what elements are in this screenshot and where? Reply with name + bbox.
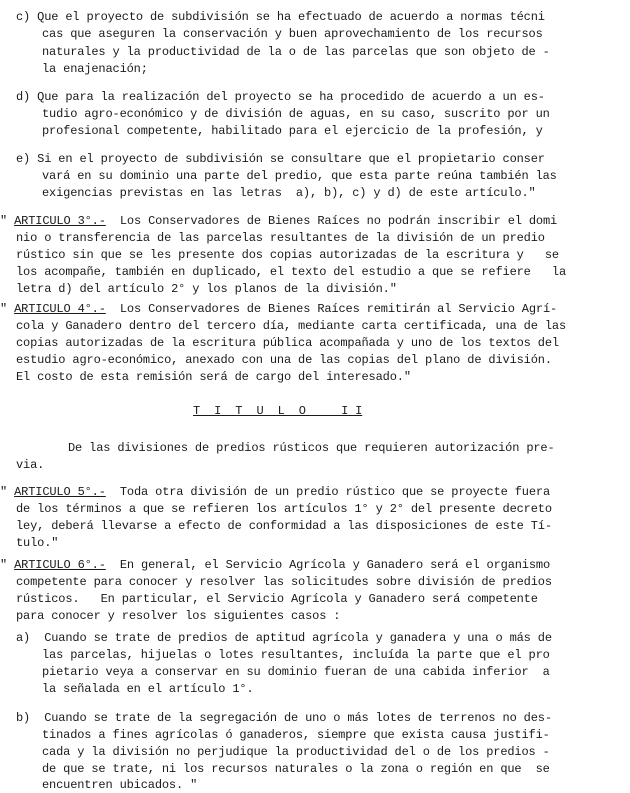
- line-text: Toda otra división de un predio rústico que se proyecte fuera: [105, 485, 551, 499]
- line-text: Los Conservadores de Bienes Raíces no podrán inscribir el domi: [105, 214, 558, 228]
- text-line-sub2: [16, 458, 44, 473]
- underlined-heading: ARTICULO 6°.-: [14, 558, 106, 572]
- text-line-c1: [16, 10, 545, 25]
- line-text: cas que aseguren la conservación y buen aprovechamiento de los recursos: [42, 27, 543, 41]
- line-text: naturales y la productividad de la o de las parcelas que son objeto de -: [42, 45, 550, 59]
- text-line-a6l2: [16, 575, 552, 590]
- line-text: via.: [16, 458, 45, 472]
- line-text: cola y Ganadero dentro del tercero día, mediante carta certificada, una de las: [16, 319, 566, 333]
- text-line-a3l1: [0, 214, 557, 229]
- text-line-a6l1: [0, 558, 550, 573]
- line-text: De las divisiones de predios rústicos que requieren autorización pre-: [68, 441, 555, 455]
- text-line-a4l2: [16, 319, 566, 334]
- line-text: En general, el Servicio Agrícola y Ganadero será el organismo: [105, 558, 551, 572]
- underlined-heading: T I T U L O I I: [193, 404, 363, 418]
- text-line-pa3: [42, 665, 550, 680]
- text-line-titulo: [193, 404, 362, 419]
- text-line-pb4: [42, 762, 550, 777]
- line-text: para conocer y resolver los siguientes casos :: [16, 609, 341, 623]
- text-line-a4l4: [16, 353, 552, 368]
- line-text: pietario veya a conservar en su dominio fueran de una cabida inferior a: [42, 665, 550, 679]
- line-text: ": [0, 558, 15, 572]
- text-line-pb2: [42, 728, 550, 743]
- text-line-c3: [42, 45, 550, 60]
- line-text: la enajenación;: [42, 62, 148, 76]
- text-line-d1: [16, 90, 545, 105]
- line-text: los acompañe, también en duplicado, el texto del estudio a que se refiere la: [16, 265, 566, 279]
- line-text: copias autorizadas de la escritura pública acompañada y uno de los textos del: [16, 336, 559, 350]
- line-text: b) Cuando se trate de la segregación de uno o más lotes de terrenos no des-: [16, 711, 552, 725]
- line-text: tinados a fines agrícolas ó ganaderos, siempre que exista causa justifi-: [42, 728, 550, 742]
- text-line-c2: [42, 27, 543, 42]
- text-line-a3l2: [16, 231, 545, 246]
- text-line-a3l5: [16, 282, 397, 297]
- text-line-a4l1: [0, 302, 557, 317]
- line-text: vará en su dominio una parte del predio, que esta parte reúna también las: [42, 169, 557, 183]
- underlined-heading: ARTICULO 5°.-: [14, 485, 106, 499]
- line-text: a) Cuando se trate de predios de aptitud agrícola y ganadera y una o más de: [16, 631, 552, 645]
- text-line-pb5: [42, 778, 197, 793]
- text-line-d3: [42, 124, 543, 139]
- line-text: e) Si en el proyecto de subdivisión se consultare que el propietario conser: [16, 152, 545, 166]
- text-line-a3l3: [16, 248, 559, 263]
- text-line-c4: [42, 62, 148, 77]
- line-text: la señalada en el artículo 1°.: [42, 682, 254, 696]
- text-line-e2: [42, 169, 557, 184]
- text-line-a5l4: [16, 536, 58, 551]
- text-line-pa2: [42, 648, 550, 663]
- line-text: Los Conservadores de Bienes Raíces remitirán al Servicio Agrí-: [105, 302, 558, 316]
- text-line-pa4: [42, 682, 254, 697]
- text-line-a5l2: [16, 502, 552, 517]
- line-text: ": [0, 302, 15, 316]
- line-text: rústicos. En particular, el Servicio Agrícola y Ganadero será competente: [16, 592, 538, 606]
- line-text: ley, deberá llevarse a efecto de conformidad a las disposiciones de este Tí-: [16, 519, 552, 533]
- line-text: de que se trate, ni los recursos naturales o la zona o región en que se: [42, 762, 550, 776]
- line-text: tulo.": [16, 536, 59, 550]
- text-line-pa1: [16, 631, 552, 646]
- text-line-d2: [42, 107, 550, 122]
- text-line-a5l3: [16, 519, 552, 534]
- text-line-a3l4: [16, 265, 566, 280]
- line-text: cada y la división no perjudique la productividad del o de los predios -: [42, 745, 550, 759]
- text-line-a5l1: [0, 485, 550, 500]
- line-text: c) Que el proyecto de subdivisión se ha efectuado de acuerdo a normas técni: [16, 10, 545, 24]
- text-line-a4l3: [16, 336, 559, 351]
- underlined-heading: ARTICULO 3°.-: [14, 214, 106, 228]
- text-line-a4l5: [16, 370, 411, 385]
- text-line-e3: [42, 186, 536, 201]
- line-text: rústico sin que se les presente dos copias autorizadas de la escritura y se: [16, 248, 559, 262]
- line-text: estudio agro-económico, anexado con una de las copias del plano de división.: [16, 353, 552, 367]
- line-text: exigencias previstas en las letras a), b), c) y d) de este artículo.": [42, 186, 536, 200]
- text-line-e1: [16, 152, 545, 167]
- line-text: encuentren ubicados. ": [42, 778, 198, 792]
- line-text: ": [0, 214, 15, 228]
- text-line-sub1: [68, 441, 555, 456]
- line-text: las parcelas, hijuelas o lotes resultantes, incluída la parte que el pro: [42, 648, 550, 662]
- line-text: El costo de esta remisión será de cargo del interesado.": [16, 370, 411, 384]
- line-text: nio o transferencia de las parcelas resultantes de la división de un predio: [16, 231, 545, 245]
- line-text: tudio agro-económico y de división de aguas, en su caso, suscrito por un: [42, 107, 550, 121]
- text-line-pb1: [16, 711, 552, 726]
- line-text: de los términos a que se refieren los artículos 1° y 2° del presente decreto: [16, 502, 552, 516]
- line-text: ": [0, 485, 15, 499]
- text-line-pb3: [42, 745, 550, 760]
- line-text: letra d) del artículo 2° y los planos de la división.": [16, 282, 397, 296]
- line-text: profesional competente, habilitado para el ejercicio de la profesión, y: [42, 124, 543, 138]
- underlined-heading: ARTICULO 4°.-: [14, 302, 106, 316]
- line-text: competente para conocer y resolver las solicitudes sobre división de predios: [16, 575, 552, 589]
- text-line-a6l3: [16, 592, 538, 607]
- line-text: d) Que para la realización del proyecto se ha procedido de acuerdo a un es-: [16, 90, 545, 104]
- text-line-a6l4: [16, 609, 340, 624]
